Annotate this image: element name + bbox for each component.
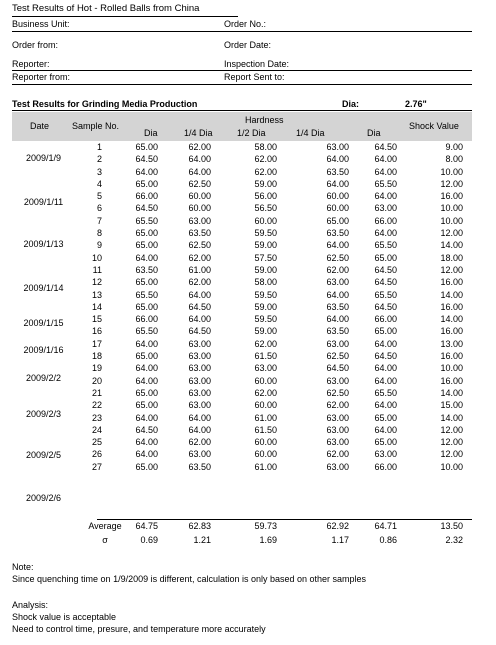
business-unit-label: Business Unit: [12, 19, 70, 29]
shock-value-cell: 8.00 [445, 154, 463, 165]
shock-value-cell: 10.00 [440, 363, 463, 374]
shock-value-cell: 12.00 [440, 437, 463, 448]
sample-no-cell: 27 [91, 461, 102, 472]
sigma-value: 1.21 [193, 535, 211, 545]
table-row [12, 215, 472, 227]
hardness-cell: 62.00 [188, 277, 211, 288]
shock-value-cell: 16.00 [440, 301, 463, 312]
hardness-cell: 62.00 [188, 252, 211, 263]
note-text: Since quenching time on 1/9/2009 is different, calculation is only based on other samples [12, 574, 367, 584]
hardness-cell: 61.50 [254, 351, 277, 362]
date-label: 2009/2/6 [25, 493, 62, 503]
hardness-cell: 60.00 [254, 215, 277, 226]
hardness-cell: 63.00 [254, 363, 277, 374]
sigma-value: 1.17 [331, 535, 349, 545]
shock-value-cell: 13.00 [440, 338, 463, 349]
hardness-cell: 64.00 [326, 154, 349, 165]
dia-label: Dia: [342, 99, 360, 109]
hardness-cell: 62.50 [188, 240, 211, 251]
hardness-cell: 64.00 [374, 191, 397, 202]
sample-no-cell: 8 [96, 228, 102, 239]
col-quarter-dia: 1/4 Dia [184, 128, 213, 138]
hardness-cell: 65.00 [135, 301, 158, 312]
reporter-label: Reporter: [12, 59, 50, 69]
sample-no-cell: 20 [91, 375, 102, 386]
hardness-cell: 62.00 [254, 387, 277, 398]
date-label: 2009/1/15 [23, 318, 64, 328]
hardness-cell: 57.50 [254, 252, 277, 263]
hardness-cell: 63.50 [326, 228, 349, 239]
hardness-cell: 62.00 [188, 437, 211, 448]
table-row [12, 399, 472, 411]
section-rule [12, 110, 472, 111]
hardness-cell: 60.00 [254, 449, 277, 460]
hardness-cell: 64.00 [135, 375, 158, 386]
hardness-cell: 65.50 [135, 326, 158, 337]
hardness-cell: 63.00 [188, 363, 211, 374]
table-row [12, 276, 472, 288]
sample-no-cell: 2 [96, 154, 102, 165]
sample-no-cell: 5 [96, 191, 102, 202]
hardness-cell: 64.50 [135, 424, 158, 435]
shock-value-cell: 10.00 [440, 203, 463, 214]
hardness-cell: 64.00 [374, 166, 397, 177]
hardness-cell: 59.00 [254, 264, 277, 275]
hardness-cell: 63.00 [188, 351, 211, 362]
shock-value-cell: 12.00 [440, 264, 463, 275]
hardness-cell: 64.00 [374, 363, 397, 374]
hardness-cell: 62.00 [254, 338, 277, 349]
table-row [12, 338, 472, 350]
hardness-cell: 62.50 [188, 178, 211, 189]
date-label: 2009/1/11 [23, 197, 64, 207]
hardness-cell: 65.00 [374, 326, 397, 337]
hardness-cell: 64.50 [374, 351, 397, 362]
hardness-cell: 64.00 [188, 412, 211, 423]
hardness-cell: 63.00 [188, 215, 211, 226]
header-rule [12, 70, 472, 71]
shock-value-cell: 12.00 [440, 178, 463, 189]
sample-no-cell: 21 [91, 387, 102, 398]
hardness-cell: 63.50 [188, 228, 211, 239]
hardness-cell: 62.50 [326, 351, 349, 362]
average-value: 64.75 [135, 521, 158, 531]
hardness-cell: 65.00 [135, 277, 158, 288]
hardness-cell: 65.50 [374, 289, 397, 300]
analysis-line: Need to control time, presure, and temperature more accurately [12, 624, 266, 634]
sample-no-cell: 25 [91, 437, 102, 448]
hardness-cell: 60.00 [188, 203, 211, 214]
hardness-cell: 64.00 [374, 228, 397, 239]
table-row [12, 190, 472, 202]
hardness-cell: 64.50 [188, 301, 211, 312]
hardness-cell: 56.50 [254, 203, 277, 214]
hardness-cell: 63.00 [326, 424, 349, 435]
order-date-label: Order Date: [224, 40, 272, 50]
hardness-cell: 63.50 [326, 301, 349, 312]
order-from-label: Order from: [12, 40, 59, 50]
date-label: 2009/2/3 [25, 409, 62, 419]
hardness-cell: 63.00 [188, 387, 211, 398]
sample-no-cell: 1 [96, 142, 102, 152]
shock-value-cell: 14.00 [440, 240, 463, 251]
hardness-cell: 64.50 [135, 154, 158, 165]
hardness-cell: 59.50 [254, 314, 277, 325]
col-half-dia: 1/2 Dia [237, 128, 266, 138]
hardness-cell: 65.50 [374, 240, 397, 251]
col-quarter-dia: 1/4 Dia [296, 128, 325, 138]
hardness-cell: 65.00 [374, 437, 397, 448]
hardness-cell: 64.00 [374, 400, 397, 411]
hardness-cell: 64.00 [188, 289, 211, 300]
sample-no-cell: 26 [91, 449, 102, 460]
hardness-cell: 60.00 [188, 191, 211, 202]
sigma-value: 1.69 [259, 535, 277, 545]
hardness-cell: 66.00 [374, 215, 397, 226]
table-row [12, 313, 472, 325]
hardness-cell: 61.50 [254, 424, 277, 435]
shock-value-cell: 16.00 [440, 351, 463, 362]
sigma-value: 2.32 [445, 535, 463, 545]
header-rule [12, 84, 472, 85]
hardness-cell: 60.00 [254, 437, 277, 448]
hardness-cell: 64.00 [135, 252, 158, 263]
sample-no-cell: 4 [96, 178, 102, 189]
hardness-cell: 60.00 [254, 400, 277, 411]
shock-value-cell: 10.00 [440, 166, 463, 177]
hardness-cell: 63.50 [135, 264, 158, 275]
sample-no-cell: 24 [91, 424, 102, 435]
shock-value-cell: 14.00 [440, 387, 463, 398]
table-row [12, 375, 472, 387]
hardness-cell: 64.50 [374, 301, 397, 312]
hardness-cell: 60.00 [326, 191, 349, 202]
sample-no-cell: 18 [91, 351, 102, 362]
hardness-cell: 61.00 [254, 412, 277, 423]
sample-no-cell: 23 [91, 412, 102, 423]
shock-value-cell: 9.00 [445, 142, 463, 152]
sigma-label: σ [102, 535, 108, 545]
average-row [12, 520, 472, 532]
hardness-cell: 63.50 [326, 326, 349, 337]
hardness-cell: 63.00 [188, 375, 211, 386]
hardness-cell: 63.00 [326, 277, 349, 288]
data-table [12, 141, 472, 473]
hardness-cell: 64.00 [326, 240, 349, 251]
analysis-line: Shock value is acceptable [12, 612, 117, 622]
title-underline [12, 16, 238, 17]
hardness-cell: 63.00 [326, 142, 349, 152]
hardness-cell: 63.00 [188, 400, 211, 411]
table-row [12, 461, 472, 473]
hardness-cell: 64.50 [326, 363, 349, 374]
sample-no-cell: 7 [96, 215, 102, 226]
report-sent-to-label: Report Sent to: [224, 72, 285, 82]
hardness-cell: 63.00 [326, 461, 349, 472]
hardness-cell: 62.00 [254, 166, 277, 177]
hardness-cell: 64.00 [374, 154, 397, 165]
date-label: 2009/2/2 [25, 373, 62, 383]
sample-no-cell: 11 [92, 264, 102, 275]
table-row [12, 178, 472, 190]
table-row [12, 436, 472, 448]
hardness-cell: 65.00 [135, 142, 158, 152]
table-row [12, 362, 472, 374]
hardness-cell: 56.00 [254, 191, 277, 202]
hardness-cell: 58.00 [254, 277, 277, 288]
col-dia: Dia [367, 128, 381, 138]
table-row [12, 153, 472, 165]
shock-value-cell: 16.00 [440, 375, 463, 386]
hardness-cell: 64.00 [188, 166, 211, 177]
col-hardness: Hardness [245, 115, 284, 125]
hardness-cell: 65.00 [135, 240, 158, 251]
table-row [12, 350, 472, 362]
hardness-cell: 64.50 [135, 203, 158, 214]
sample-no-cell: 6 [96, 203, 102, 214]
sigma-row [12, 534, 472, 546]
sample-no-cell: 17 [91, 338, 102, 349]
hardness-cell: 64.00 [135, 412, 158, 423]
hardness-cell: 65.00 [135, 228, 158, 239]
table-row [12, 202, 472, 214]
hardness-cell: 64.00 [135, 437, 158, 448]
order-no-label: Order No.: [224, 19, 267, 29]
average-value: 13.50 [440, 521, 463, 531]
header-rule [12, 31, 472, 32]
hardness-cell: 64.00 [326, 314, 349, 325]
sample-no-cell: 13 [91, 289, 102, 300]
hardness-cell: 64.00 [135, 363, 158, 374]
sample-no-cell: 14 [91, 301, 102, 312]
hardness-cell: 60.00 [326, 203, 349, 214]
hardness-cell: 62.00 [188, 142, 211, 152]
report-title: Test Results of Hot - Rolled Balls from China [12, 3, 200, 14]
table-row [12, 301, 472, 313]
hardness-cell: 61.00 [188, 264, 211, 275]
col-sample-no: Sample No. [72, 121, 120, 131]
hardness-cell: 65.00 [374, 252, 397, 263]
hardness-cell: 65.00 [135, 351, 158, 362]
hardness-cell: 62.50 [326, 387, 349, 398]
shock-value-cell: 15.00 [440, 400, 463, 411]
sample-no-cell: 15 [91, 314, 102, 325]
hardness-cell: 59.50 [254, 228, 277, 239]
hardness-cell: 65.50 [135, 289, 158, 300]
hardness-cell: 65.00 [135, 178, 158, 189]
sigma-value: 0.69 [140, 535, 158, 545]
shock-value-cell: 12.00 [440, 449, 463, 460]
hardness-cell: 64.00 [135, 166, 158, 177]
table-row [12, 289, 472, 301]
average-label: Average [88, 521, 122, 531]
inspection-date-label: Inspection Date: [224, 59, 290, 69]
hardness-cell: 65.00 [135, 461, 158, 472]
hardness-cell: 61.00 [254, 461, 277, 472]
reporter-from-label: Reporter from: [12, 72, 71, 82]
hardness-cell: 62.00 [254, 154, 277, 165]
note-heading: Note: [12, 562, 34, 572]
hardness-cell: 66.00 [135, 191, 158, 202]
col-dia: Dia [144, 128, 158, 138]
table-row [12, 412, 472, 424]
hardness-cell: 59.50 [254, 289, 277, 300]
hardness-cell: 65.00 [135, 387, 158, 398]
hardness-cell: 65.00 [374, 412, 397, 423]
table-row [12, 424, 472, 436]
hardness-cell: 63.00 [374, 203, 397, 214]
table-row [12, 141, 472, 153]
hardness-cell: 63.00 [326, 338, 349, 349]
shock-value-cell: 10.00 [440, 215, 463, 226]
table-row [12, 227, 472, 239]
hardness-cell: 64.00 [374, 424, 397, 435]
hardness-cell: 64.00 [326, 178, 349, 189]
section-title: Test Results for Grinding Media Production [12, 99, 198, 109]
shock-value-cell: 16.00 [440, 326, 463, 337]
hardness-cell: 64.00 [374, 338, 397, 349]
table-row [12, 252, 472, 264]
shock-value-cell: 14.00 [440, 314, 463, 325]
hardness-cell: 58.00 [254, 142, 277, 152]
hardness-cell: 62.00 [326, 264, 349, 275]
hardness-cell: 63.00 [326, 375, 349, 386]
table-row [12, 264, 472, 276]
hardness-cell: 64.00 [188, 314, 211, 325]
shock-value-cell: 18.00 [440, 252, 463, 263]
dia-value: 2.76" [405, 99, 427, 109]
hardness-cell: 65.50 [135, 215, 158, 226]
date-label: 2009/1/16 [23, 345, 64, 355]
sample-no-cell: 22 [91, 400, 102, 411]
analysis-heading: Analysis: [12, 600, 49, 610]
shock-value-cell: 10.00 [440, 461, 463, 472]
hardness-cell: 66.00 [135, 314, 158, 325]
average-value: 62.83 [188, 521, 211, 531]
sample-no-cell: 10 [91, 252, 102, 263]
hardness-cell: 59.00 [254, 178, 277, 189]
shock-value-cell: 14.00 [440, 289, 463, 300]
hardness-cell: 65.50 [374, 178, 397, 189]
hardness-cell: 65.50 [374, 387, 397, 398]
date-label: 2009/2/5 [25, 450, 62, 460]
hardness-cell: 63.50 [188, 461, 211, 472]
shock-value-cell: 12.00 [440, 228, 463, 239]
table-row [12, 387, 472, 399]
hardness-cell: 64.00 [374, 375, 397, 386]
col-shock-value: Shock Value [409, 121, 459, 131]
shock-value-cell: 12.00 [440, 424, 463, 435]
hardness-cell: 63.00 [188, 449, 211, 460]
hardness-cell: 64.50 [188, 326, 211, 337]
average-value: 59.73 [254, 521, 277, 531]
sigma-value: 0.86 [379, 535, 397, 545]
hardness-cell: 64.00 [188, 424, 211, 435]
average-value: 64.71 [374, 521, 397, 531]
hardness-cell: 63.00 [326, 412, 349, 423]
table-row [12, 239, 472, 251]
hardness-cell: 62.50 [326, 252, 349, 263]
hardness-cell: 64.00 [326, 289, 349, 300]
average-value: 62.92 [326, 521, 349, 531]
shock-value-cell: 14.00 [440, 412, 463, 423]
hardness-cell: 65.00 [326, 215, 349, 226]
hardness-cell: 64.50 [374, 142, 397, 152]
hardness-cell: 63.00 [326, 437, 349, 448]
hardness-cell: 59.00 [254, 326, 277, 337]
hardness-cell: 65.00 [135, 400, 158, 411]
sample-no-cell: 19 [91, 363, 102, 374]
hardness-cell: 66.00 [374, 461, 397, 472]
date-label: 2009/1/14 [23, 283, 64, 293]
table-row [12, 166, 472, 178]
shock-value-cell: 16.00 [440, 191, 463, 202]
table-row [12, 325, 472, 337]
hardness-cell: 59.00 [254, 301, 277, 312]
hardness-cell: 64.50 [374, 277, 397, 288]
shock-value-cell: 16.00 [440, 277, 463, 288]
table-header [12, 112, 472, 141]
hardness-cell: 63.00 [188, 338, 211, 349]
date-label: 2009/1/9 [25, 153, 62, 163]
date-label: 2009/1/13 [23, 239, 64, 249]
sample-no-cell: 3 [96, 166, 102, 177]
col-date: Date [30, 121, 50, 131]
hardness-cell: 60.00 [254, 375, 277, 386]
table-row [12, 448, 472, 460]
hardness-cell: 64.50 [374, 264, 397, 275]
hardness-cell: 63.00 [374, 449, 397, 460]
sample-no-cell: 12 [91, 277, 102, 288]
hardness-cell: 62.00 [326, 400, 349, 411]
hardness-cell: 63.50 [326, 166, 349, 177]
hardness-cell: 64.00 [135, 449, 158, 460]
hardness-cell: 64.00 [188, 154, 211, 165]
hardness-cell: 59.00 [254, 240, 277, 251]
hardness-cell: 64.00 [135, 338, 158, 349]
sample-no-cell: 9 [96, 240, 102, 251]
hardness-cell: 66.00 [374, 314, 397, 325]
hardness-cell: 62.00 [326, 449, 349, 460]
sample-no-cell: 16 [91, 326, 102, 337]
